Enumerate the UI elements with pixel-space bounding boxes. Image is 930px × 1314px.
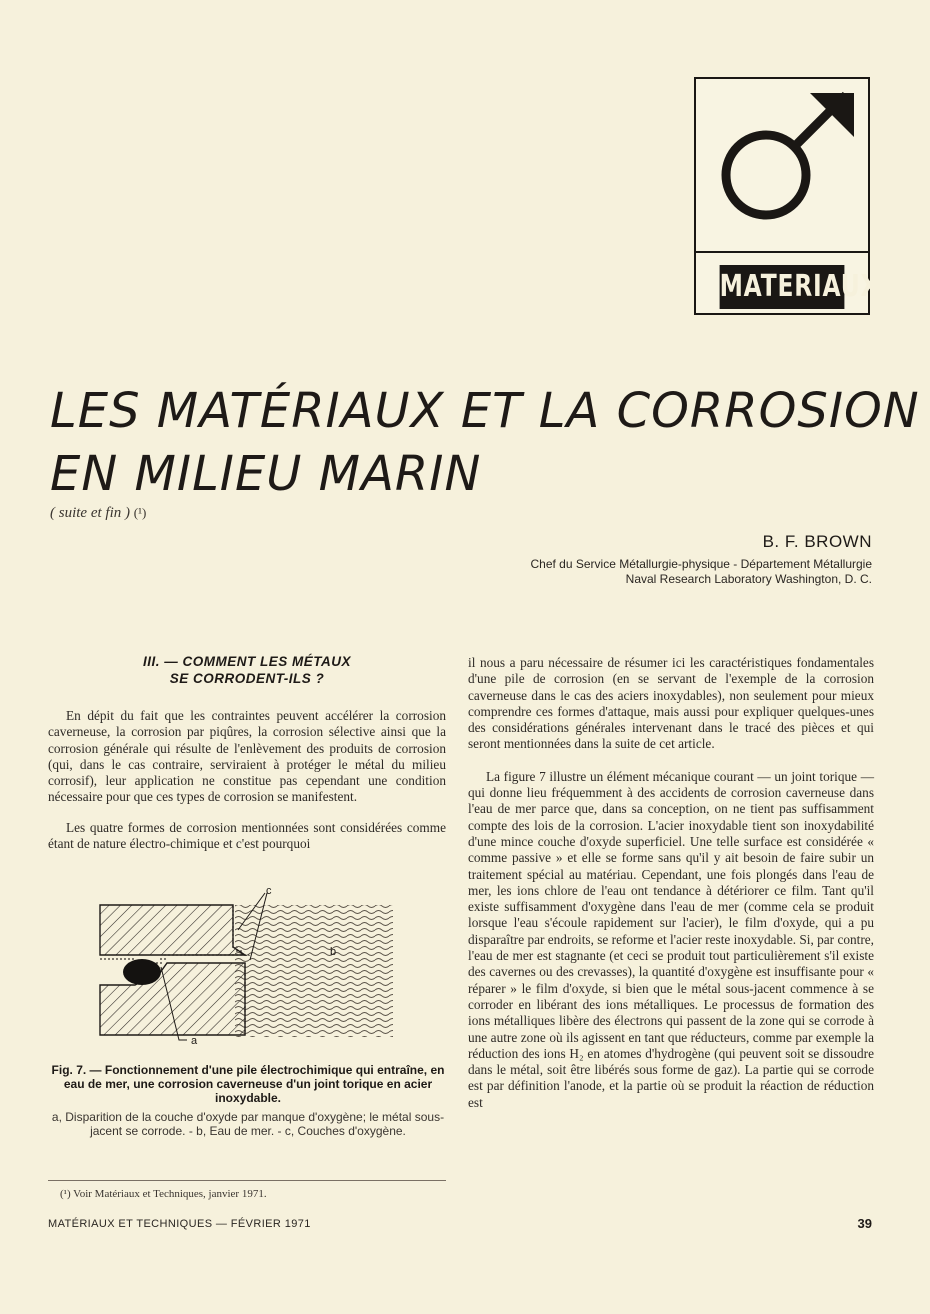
o-ring	[123, 959, 161, 985]
article-subtitle	[50, 505, 146, 522]
left-column	[48, 708, 446, 866]
upper-steel-part	[100, 905, 245, 955]
footnote-divider	[48, 1180, 446, 1181]
paragraph: Les quatre formes de corrosion mentionnées sont considérées comme étant de nature électro-chimique et c'est pourquoi	[48, 819, 446, 852]
author-affiliation-1: Chef du Service Métallurgie-physique - Département Métallurgie	[530, 557, 872, 571]
footer-journal: MATÉRIAUX ET TECHNIQUES — FÉVRIER 1971	[48, 1218, 311, 1230]
footnote: (¹) Voir Matériaux et Techniques, janvier 1971.	[60, 1188, 267, 1200]
lower-steel-part	[100, 963, 245, 1035]
article-title-line-2: EN MILIEU MARIN	[50, 446, 482, 502]
figure-7-diagram	[95, 885, 395, 1055]
page-number: 39	[857, 1216, 872, 1231]
figure-label-c: c	[266, 885, 272, 897]
author-affiliation-2: Naval Research Laboratory Washington, D. C.	[625, 572, 872, 586]
paragraph: La figure 7 illustre un élément mécanique courant — un joint torique — qui donne lieu fréquemment à des accidents de corrosion caverneuse dans l'eau de mer parce que, dans sa conception, on ne tient pas suffisamment compte des lois de la corrosion. L'acier inoxydable tient son inoxydabilité d'une mince couche d'oxyde superficiel. Une telle surface est considérée « comme passive » et elle se forme sans qu'il y ait besoin de faire subir un traitement spécial au matériau. Cependant, une fois plongés dans l'eau de mer, les ions chlore de l'eau ont tendance à détériorer ce film. Tant qu'il existe suffisamment d'oxygène dans l'eau de mer (comme cela se produit lorsque l'eau s'écoule rapidement sur l'acier), le film d'oxyde, qui a pu disparaître par endroits, se reforme et l'acier reste inoxydable. Si, par contre, l'eau de mer est stagnante (et ceci se produit tout particulièrement s'il existe des cavernes ou des crevasses), la quantité d'oxygène est insuffisante pour « réparer » le film d'oxyde, si bien que le métal sous-jacent commence à se corroder en libérant des ions métalliques. Le processus de formation des ions métalliques libère des électrons qui passent de la zone qui se corrode à une autre zone où ils agissent en tant que réducteurs, comme par exemple la réduction des ions H₂ en atomes d'hydrogène (qui peuvent soit se dissoudre dans le métal, soit être libérés sous forme de gaz). La partie qui se corrode est par définition l'anode, et la partie où se produit la réaction de réduction est	[468, 768, 874, 1110]
right-column	[468, 655, 874, 1127]
author-name: B. F. BROWN	[762, 532, 872, 551]
paragraph: En dépit du fait que les contraintes peuvent accélérer la corrosion caverneuse, la corrosion par piqûres, la corrosion sélective ainsi que la corrosion générale qui résulte de l'enlèvement des produits de corrosion (qui, dans le cas contraire, serviraient à protéger le métal du milieu corrosif), leur application ne constitue pas cependant une condition nécessaire pour que ces types de corrosion se manifestent.	[48, 708, 446, 805]
logo-divider	[696, 251, 868, 253]
section-heading-line-2: SE CORRODENT-ILS ?	[169, 671, 325, 686]
logo-word: MATERIAUX	[720, 265, 845, 309]
figure-legend: a, Disparition de la couche d'oxyde par manque d'oxygène; le métal sous-jacent se corrode. - b, Eau de mer. - c, Couches d'oxygène.	[51, 1110, 445, 1138]
figure-label-a: a	[191, 1035, 198, 1047]
figure-label-b: b	[330, 946, 337, 958]
article-title-line-1: LES MATÉRIAUX ET LA CORROSION	[50, 383, 920, 439]
subtitle-footnote-ref: (¹)	[133, 505, 147, 520]
subtitle-text: ( suite et fin )	[50, 505, 130, 521]
figure-caption: Fig. 7. — Fonctionnement d'une pile électrochimique qui entraîne, en eau de mer, une corrosion caverneuse d'un joint torique en acier inoxydable.	[51, 1063, 445, 1105]
section-heading-line-1: III. — COMMENT LES MÉTAUX	[143, 654, 351, 669]
mars-symbol-icon	[696, 79, 868, 251]
paragraph: il nous a paru nécessaire de résumer ici les caractéristiques fondamentales d'une pile de corrosion (en se servant de l'exemple de la corrosion caverneuse dans le cas des aciers inoxydables), non seulement pour mieux comprendre ces formes d'attaque, mais aussi pour expliquer quelques-unes des considérations générales intervenant dans le tracé des pièces et qui seront mentionnées dans la suite de cet article.	[468, 655, 874, 752]
materiaux-logo	[694, 77, 880, 315]
section-heading	[48, 653, 446, 687]
